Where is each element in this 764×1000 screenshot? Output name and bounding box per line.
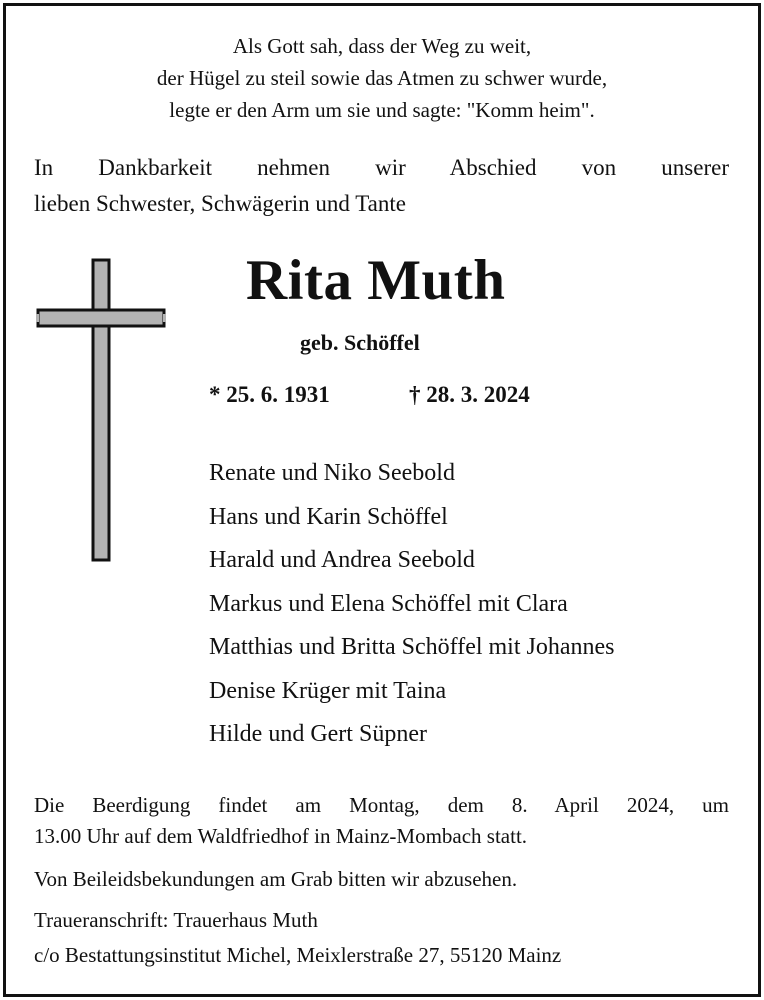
- funeral-info: [34, 790, 729, 852]
- funeral-line-2: 13.00 Uhr auf dem Waldfriedhof in Mainz-Mombach statt.: [34, 824, 528, 848]
- mourner: Renate und Niko Seebold: [209, 460, 455, 486]
- mourner: Hans und Karin Schöffel: [209, 503, 448, 530]
- mourner: Harald und Andrea Seebold: [209, 547, 475, 573]
- mourning-address-line-1: Traueranschrift: Trauerhaus Muth: [34, 908, 318, 932]
- mourner: Markus und Elena Schöffel mit Clara: [209, 590, 568, 617]
- intro-line-1: In Dankbarkeit nehmen wir Abschied von unserer: [34, 155, 729, 180]
- poem-line: der Hügel zu steil sowie das Atmen zu schwer wurde,: [156, 66, 608, 90]
- mourners-list: [209, 452, 615, 757]
- mourner: Matthias und Britta Schöffel mit Johannes: [209, 634, 615, 660]
- death-date: † 28. 3. 2024: [409, 382, 530, 407]
- deceased-name: Rita Muth: [246, 249, 506, 312]
- condolence-note: Von Beileidsbekundungen am Grab bitten wir abzusehen.: [34, 867, 518, 891]
- cross-icon: [36, 258, 166, 562]
- poem: [0, 30, 764, 126]
- intro-text: [34, 150, 729, 222]
- mourning-address-line-2: c/o Bestattungsinstitut Michel, Meixlerstraße 27, 55120 Mainz: [34, 943, 562, 967]
- poem-line: Als Gott sah, dass der Weg zu weit,: [232, 34, 532, 58]
- mourner: Hilde und Gert Süpner: [209, 721, 427, 747]
- maiden-name: geb. Schöffel: [300, 330, 420, 355]
- mourner: Denise Krüger mit Taina: [209, 677, 447, 704]
- funeral-line-1: Die Beerdigung findet am Montag, dem 8. April 2024, um: [34, 793, 729, 817]
- birth-date: * 25. 6. 1931: [209, 382, 330, 407]
- poem-line: legte er den Arm um sie und sagte: "Komm heim".: [169, 98, 595, 122]
- intro-line-2: lieben Schwester, Schwägerin und Tante: [34, 191, 406, 216]
